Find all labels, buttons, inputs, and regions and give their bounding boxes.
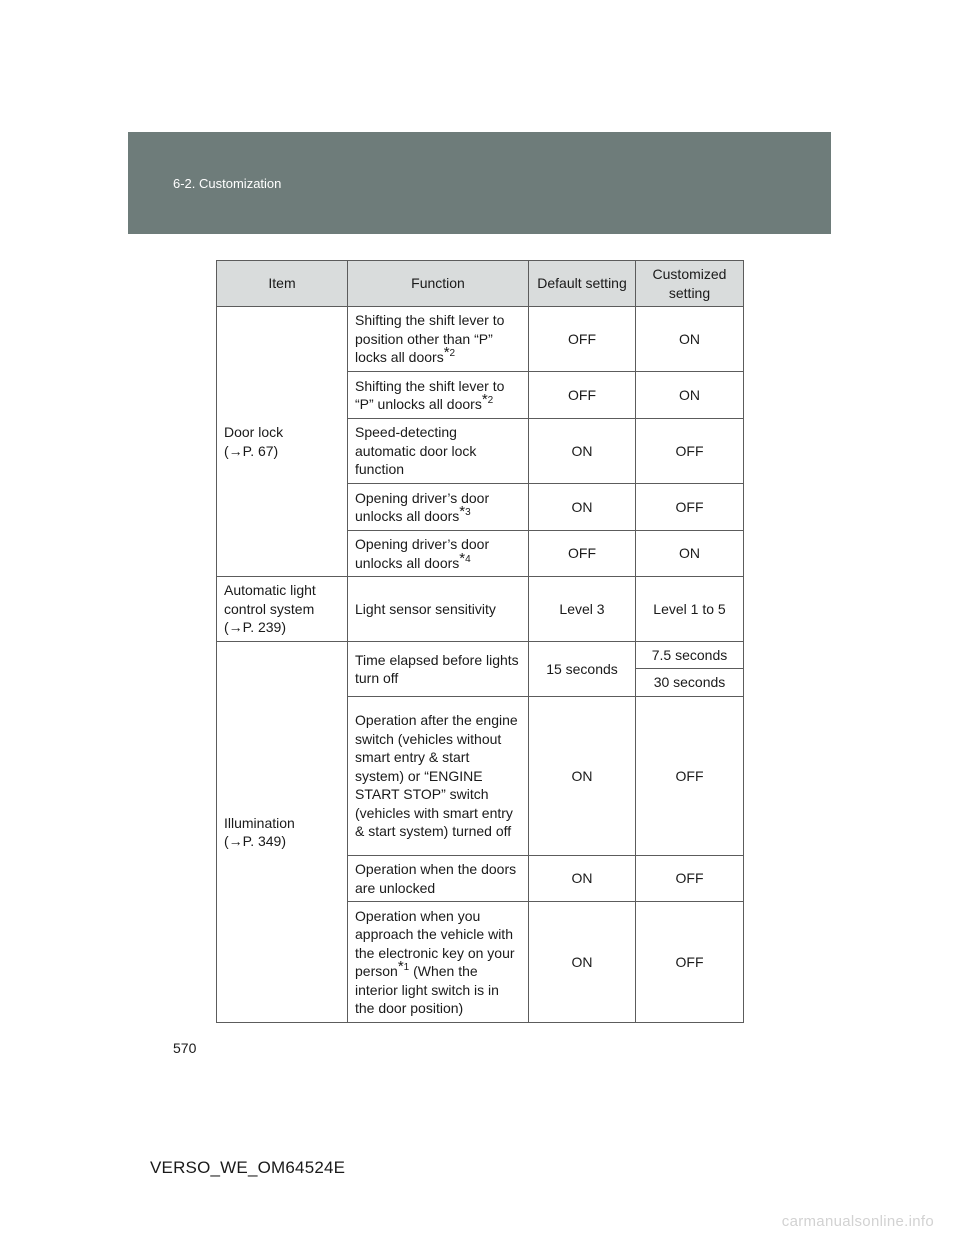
page-reference: (→P. 67): [224, 442, 279, 459]
default-setting-cell: 15 seconds: [529, 642, 636, 697]
section-title: 6-2. Customization: [173, 176, 282, 191]
item-cell-door-lock: Door lock (→P. 67): [217, 307, 348, 577]
column-header-function: Function: [348, 261, 529, 307]
function-cell: Opening driver’s door unlocks all doors$^{*3}$: [348, 484, 529, 531]
function-cell: Shifting the shift lever to “P” unlocks all doors$^{*2}$: [348, 372, 529, 419]
default-setting-cell: ON: [529, 697, 636, 856]
function-cell: Light sensor sensitivity: [348, 577, 529, 642]
function-cell: Speed-detecting automatic door lock function: [348, 419, 529, 484]
customized-setting-cell: ON: [636, 307, 744, 372]
customized-setting-cell: OFF: [636, 697, 744, 856]
document-code: VERSO_WE_OM64524E: [150, 1158, 346, 1177]
table-row: [217, 577, 744, 642]
function-cell: Shifting the shift lever to position other than “P” locks all doors$^{*2}$: [348, 307, 529, 372]
customization-table: [216, 260, 744, 1023]
customized-setting-cell: ON: [636, 531, 744, 577]
column-header-default-setting: Default setting: [529, 261, 636, 307]
column-header-item: Item: [217, 261, 348, 307]
default-setting-cell: OFF: [529, 307, 636, 372]
page-reference: (→P. 349): [224, 833, 286, 849]
function-cell: Time elapsed before lights turn off: [348, 642, 529, 697]
default-setting-cell: ON: [529, 902, 636, 1023]
customized-setting-cell: OFF: [636, 484, 744, 531]
default-setting-cell: ON: [529, 856, 636, 902]
column-header-customized-setting: Customized setting: [636, 261, 744, 307]
footnote-marker: *3: [459, 503, 471, 520]
default-setting-cell: Level 3: [529, 577, 636, 642]
watermark: carmanualsonline.info: [781, 1213, 934, 1230]
default-setting-cell: OFF: [529, 372, 636, 419]
customized-setting-cell: Level 1 to 5: [636, 577, 744, 642]
function-cell: Operation after the engine switch (vehicles without smart entry & start system) or “ENGINE START STOP” switch (vehicles with smart entry & start system) turned off: [348, 697, 529, 856]
customized-setting-cell: ON: [636, 372, 744, 419]
page-reference: (→P. 239): [224, 619, 286, 636]
customized-setting-cell: OFF: [636, 902, 744, 1023]
default-setting-cell: OFF: [529, 531, 636, 577]
function-cell: Opening driver’s door unlocks all doors$^{*4}$: [348, 531, 529, 577]
customized-setting-cell: OFF: [636, 419, 744, 484]
footnote-marker: *4: [459, 549, 471, 567]
customized-setting-cell: 7.5 seconds: [636, 642, 744, 669]
customized-setting-cell: OFF: [636, 856, 744, 902]
section-header-band: [128, 132, 831, 234]
footnote-marker: *2: [443, 344, 456, 362]
table-row: [217, 642, 744, 669]
default-setting-cell: ON: [529, 484, 636, 531]
default-setting-cell: ON: [529, 419, 636, 484]
function-cell: Operation when you approach the vehicle with the electronic key on your person$^{*1}$ (When the interior light switch is in the door position): [348, 902, 529, 1023]
table-header-row: [217, 261, 744, 307]
footnote-marker: *2: [481, 391, 494, 408]
page-number: 570: [173, 1040, 197, 1056]
footnote-marker: *1: [397, 958, 410, 975]
customized-setting-cell: 30 seconds: [636, 669, 744, 697]
function-cell: Operation when the doors are unlocked: [348, 856, 529, 902]
table-row: [217, 307, 744, 372]
item-cell-automatic-light-control: Automatic light control system (→P. 239): [217, 577, 348, 642]
item-cell-illumination: Illumination (→P. 349): [217, 642, 348, 1023]
